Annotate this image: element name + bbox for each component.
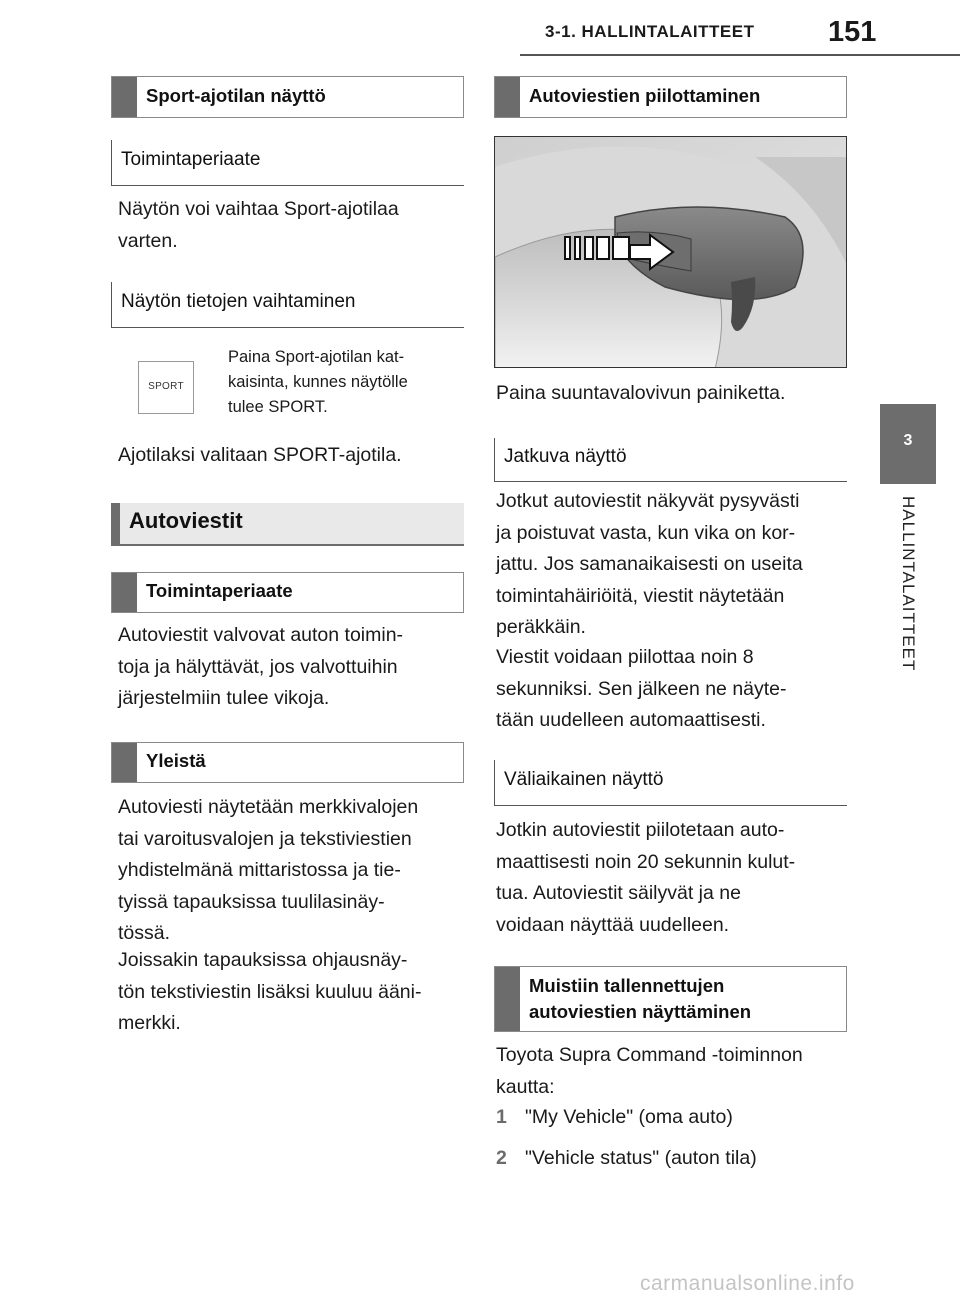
paragraph-hide-8s: Viestit voidaan piilottaa noin 8 sekunniksi. Sen jälkeen ne näyte- tään uudelleen automaattisesti. [496,646,787,731]
section-title: 3-1. HALLINTALAITTEET [545,22,755,41]
paragraph-monitoring: Autoviestit valvovat auton toimin- toja ja hälyttävät, jos valvottuihin järjestelmiin tulee vikoja. [118,624,404,709]
paragraph-supra-command: Toyota Supra Command -toiminnon kautta: [496,1044,803,1098]
heading-sport-display: Sport-ajotilan näyttö [111,76,464,118]
step-number: 1 [496,1106,507,1128]
subheading-change-info: Näytön tietojen vaihtaminen [111,282,464,328]
sport-button-icon: SPORT [138,361,194,414]
subheading-principle: Toimintaperiaate [111,140,464,186]
heading-yleista: Yleistä [111,742,464,783]
page-number: 151 [828,16,877,48]
header-rule [520,54,960,56]
step-number: 2 [496,1147,507,1169]
watermark: carmanualsonline.info [640,1272,855,1295]
paragraph-sport-intro: Näytön voi vaihtaa Sport-ajotilaa varten. [118,198,399,252]
chapter-title [888,496,928,706]
heading-toimintaperiaate: Toimintaperiaate [111,572,464,613]
sport-button-instruction: Paina Sport-ajotilan kat- kaisinta, kunnes näytölle tulee SPORT. [228,348,408,416]
paragraph-sound-signal: Joissakin tapauksissa ohjausnäy- tön tekstiviestin lisäksi kuuluu ääni- merkki. [118,949,422,1034]
heading-stored-messages: Muistiin tallennettujen autoviestien näyttäminen [494,966,847,1032]
heading-hide-messages: Autoviestien piilottaminen [494,76,847,118]
turn-signal-lever-illustration [494,136,847,368]
paragraph-continuous: Jotkut autoviestit näkyvät pysyvästi ja poistuvat vasta, kun vika on kor- jattu. Jos samanaikaisesti on useita toimintahäiriöitä, viestit näytetään peräkkäin. [496,490,803,638]
subheading-temporary: Väliaikainen näyttö [494,760,847,806]
chapter-title-text: HALLINTALAITTEET [899,496,918,672]
lever-drawing [495,137,847,368]
paragraph-display-combo: Autoviesti näytetään merkkivalojen tai varoitusvalojen ja tekstiviestien yhdistelmänä mittaristossa ja tie- tyissä tapauksissa tuulilasinäy- tössä. [118,796,419,944]
heading-autoviestit: Autoviestit [111,503,464,546]
chapter-number: 3 [903,432,913,449]
subheading-continuous: Jatkuva näyttö [494,438,847,482]
illustration-caption: Paina suuntavalovivun painiketta. [496,382,786,404]
paragraph-temporary: Jotkin autoviestit piilotetaan auto- maattisesti noin 20 sekunnin kulut- tua. Autoviestit säilyvät ja ne voidaan näyttää uudelleen. [496,819,796,936]
paragraph-sport-mode: Ajotilaksi valitaan SPORT-ajotila. [118,444,402,466]
step-text: "Vehicle status" (auton tila) [525,1147,757,1169]
step-text: "My Vehicle" (oma auto) [525,1106,733,1128]
